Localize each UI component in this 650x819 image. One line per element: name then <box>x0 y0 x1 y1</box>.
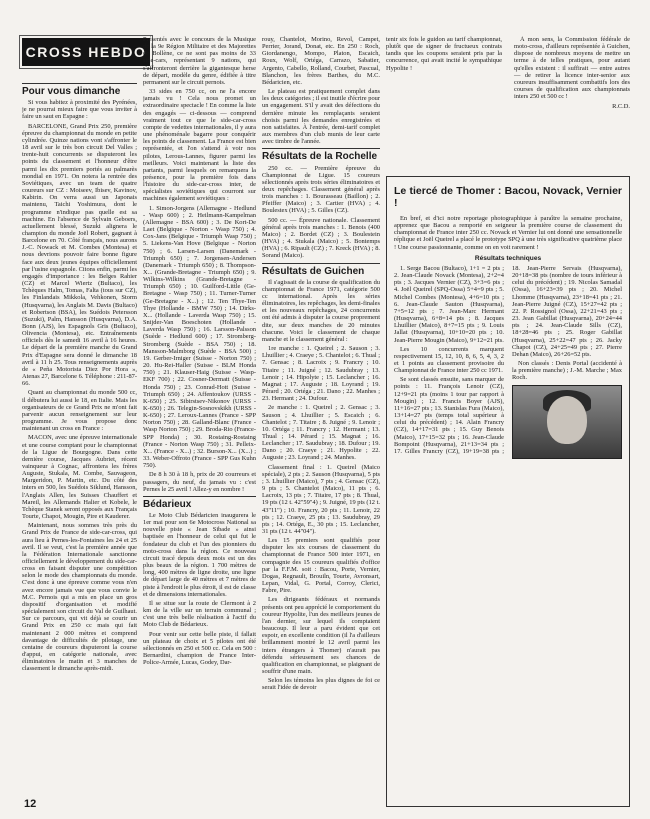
results-columns <box>394 265 622 755</box>
paragraph: BARCELONE, Grand Prix 250, première épreuve du championnat du monde en petite cylindrée. Quinze nations vont s'affronter le 18 avril sur le très bon circuit Del Valles ; trente-huit concurrents se disputeront les points du classement et l'honneur d'être parmi les dix premiers portés au palmarès mondial en 1971. On notera la rentrée des Soviétiques, avec un team de quatre coureurs sur CZ : Moiseev, Ibisev, Kavinov, Kabirin. On verra aussi un Japonais maintenu, Taichi Yoshimura, dont le programme n'indique pas quelle est sa machine. En l'absence de Sylvain Geboers, actuellement blessé, Suzuki alignera le champion du monde Joël Robert, gagnant à Barcelone en 70. Côté français, nous aurons J.-C. Nowack et M. Combes (Montesa) et nous devrions pouvoir faire bonne figure face aux deux jeunes équipes officiellement par l'usine espagnole. Citons enfin, parmi les engagés d'importance : les Belges Rahier (CZ) et Marcel Wiertz (Bultaco), les Tchèques Halm, Tomas, Falta (tous sur CZ), les Finlandais Mikkola, Vehkonen, Storm (Husqvarna), les Anglais M. Davis (Bultaco) et Robertson (BSA), les Suédois Petersson (Suzuki), Palm, Hansson (Husqvarna), D.A. Bonn (AJS), les Espagnols Gris (Bultaco), Olivencia (Montesa), etc. Entraînements officiels dès le samedi 16 avril à 16 heures. Le départ de la première manche du Grand Prix d'Espagne sera donné le dimanche 18 avril à 11 h 25. Tous renseignements auprès de « Peña Motorista Diez Por Hora », Atenas 27, Barcelone 6. Téléphone : 211-87-66. <box>22 122 137 388</box>
paragraph: 1. Simon-Jorgens (Allemagne - Hedlund - Wasp 600) ; 2. Heilmann-Kampelman (Allemagne - BSA 600) ; 3. De Kort-De Laet (Belgique - Norton - Wasp 750) ; 4. Cox-Jans (Belgique - Triumph Wasp 750) ; 5. Liekens-Van Hove (Belgique - Norton 750) ; 6. Larsen-Larsen (Danemark - Triumph 650) ; 7. Jorgensen-Andersen (Danemark - Triumph 650) ; 8. Thompson-X... (Grande-Bretagne - Triumph 650) ; 9. Wilkins-Wilkins (Grande-Bretagne - Triumph 650) ; 10. Guilford-Little (Ge-Bretagne - Wasp 750) ; 11. Turner-Turner (Ge-Bretagne - X...) ; 12. Ten Thye-Ten Thye (Hollande - BMW 750) ; 14. Dirks-X... (Hollande - Laverda Wasp 750) ; 15. Snijder-Van Boeschoten (Hollande - Laverda Wasp 750) ; 16. Larsson-Palsson (Suède - Hedlund 600) ; 17. Stromberg-Stromberg (Suède - BSA 750) ; 18. Mansson-Malmborg (Suède - BSA 500) ; 19. Gerber-Irniger (Suisse - Norton 750) ; 20. Hu-Rei-Haller (Suisse - BLM Honda 750) ; 21. Klauser-Haig (Suisse - Wasp-EKF 700) ; 22. Cosner-Dermatt (Suisse - Honda 750) ; 23. Conrad-Hott (Suisse - Triumph 650) ; 24. Affentoukov (URSS - K-650) ; 25. Sibirstsev-Nikonov (URSS - K-650) ; 26. Telegin-Sosnovskikh (URSS - K-650) ; 27. Leroux-Lannes (France - SPP Norton 750) ; 28. Galland-Blanc (France - Wasp Norton 750) ; 29. Broda-Rio (France-SPP Honda) ; 30. Rostaing-Rostaing (France - Norton Wasp 750) ; 31. Pelleix-X... (France - X...) ; 32. Burson-X... (X...) ; 33. Weber-Offroto (France - SPP Gus Kuhn 750). <box>143 204 256 470</box>
author-initials: R.C.D. <box>612 103 630 111</box>
column-4-left-continuation <box>386 36 502 74</box>
paragraph: Maintenant, nous sommes très près du Grand Prix de France de side-car-cross, qui aura lieu à Pernes-les-Fontaines les 24 et 25 avril. Il se veut, c'est la première année que la Fédération Internationale sanctionne officiellement le développement du side-car-cross en faisant disputer une compétition selon le mode des championnats du monde. C'est donc à une épreuve comme vous n'en avez encore jamais vue que vous convie le M.C. Pernois qui a mis en place un gros dispositif d'organisation et modifié spécialement son circuit du Val de Guilhaut. Sur ce parcours, qui vit déjà se courir un Grand Prix en 250 cc mais qui fait maintenant 2 000 mètres et comprend davantage de difficultés de pilotage, une centaine de coureurs disputeront la course d'appui, en catégorie nationale, avec éliminatoires le matin et 3 manches de classement le dimanche après-midi. <box>22 522 137 673</box>
article-title-bedarieux: Bédarieux <box>143 498 192 510</box>
paragraph: Selon les témoins les plus dignes de foi ce serait l'idée de devoir <box>262 677 380 692</box>
paragraph: 2e manche : 1. Queirel ; 2. Gensac ; 3. Sauson ; 4. Lhuillier ; 5. Escaich ; 6. Chantelot ; 7. Titaire ; 8. Juigné ; 9. Lenoir ; 10. Ortéga ; 11. Francry ; 12. Hermant ; 13. Thual ; 14. Pérard ; 15. Magnat ; 16. Leclancher ; 17. Saudubray ; 18. Dufour ; 19. Dano ; 20. Craeye ; 21. Hypolite ; 22. Auguste ; 23. Loyrand ; 24. Manhes. <box>262 404 380 462</box>
column-1 <box>22 80 137 792</box>
paragraph: 1re manche : 1. Queirel ; 2. Sauson ; 3. Lhuillier ; 4. Craeye ; 5. Chantelot ; 6. Thual ; 7. Gensac ; 8. Lacroix ; 9. Francry ; 10. Titaire ; 11. Juigné ; 12. Saudubray ; 13. Lenoir ; 14. Hipolyte ; 15. Leclancher ; 16. Magnat ; 17. Auguste ; 18. Loyrand ; 19. Pérard ; 20. Ortéga ; 21. Dano ; 22. Manhes ; 23. Hermant ; 24. Dufour. <box>262 345 380 403</box>
page-number: 12 <box>24 798 37 810</box>
paragraph: Se sont classés ensuite, sans marquer de points : 11. François Lenoir (CZ), 12+9=21 pts (moins 1 tour par rapport à Mougin) ; 12. Francis Boyer (AJS), 11+16=27 pts ; 13. Stanislas Fura (Maico), 13+14=27 pts (temps total supérieur à celui du précédent) ; 14. Alain Francry (CZ), 14+17=31 pts ; 15. Guy Benois (Maico), 17+15=32 pts ; 16. Jean-Claude Bompoint (Husqvarna), 21+13=34 pts ; 17. Gilles Francry (CZ), 19+19=38 pts ; 18. Jean-Pierre Servais (Husqvarna), 20+18=38 pts (nombre de tours inférieur à celui du précédent) ; 19. Nicolas Samadal (Ossa), 16+23=39 pts ; 20. Michel Lhomme (Husqvarna), 23+18=41 pts ; 21. Jean-Pierre Juigné (CZ), 15+27=42 pts ; 22. P. Rossignol (Ossa), 22+21=43 pts ; 23. Jean Gabillat (Husqvarna), 20+24=44 pts ; 24. Jean-Claude Sills (CZ), 18+28=46 pts ; 25. Roger Gabillat (Husqvarna), 25+22=47 pts ; 26. Jacky Chapot (CZ), 24+25=49 pts ; 27. Pierre Dehan (Maico), 26+26=52 pts. <box>394 264 622 455</box>
column-2 <box>143 36 256 796</box>
rider-photo <box>512 385 622 459</box>
paragraph: En bref, et d'ici notre reportage photographique à paraître la semaine prochaine, apprenez que Bacou a remporté en seigneur la première course de classement du championnat de France inter 250 cc. Novack et Vernier lui ont donné une sensationnelle réplique et Joël Queirel a placé le prototype SPQ à une très significative quatrième place ! Une course passionnante, comme on en voit rarement ! <box>394 215 622 251</box>
article-title-guichen: Résultats de Guichen <box>262 265 365 277</box>
paragraph: 33 sides en 750 cc, on ne l'a encore jamais vu ! Cela nous promet un extraordinaire spectacle ! En comme la liste des engagés — ci-dessous — comprend vraiment tout ce que le side-car-cross compte de vedettes internationales, il y aura une phénoménale bagarre pour conquérir les points de classement. La France est bien représentée, et l'on s'attend à voir nos pilotes, Lerous-Lannes, figurer parmi les meilleurs. Voici maintenant la liste des partants, parmi lesquels on remarquera la présence, pour la première fois dans l'histoire du side-car-cross inter, de spécialistes soviétiques qui courront sur machines également soviétiques : <box>143 88 256 203</box>
divider <box>262 263 380 264</box>
paragraph: De 8 h 30 à 18 h, prix de 20 courreurs et passagers, du neuf, du jamais vu : c'est Pernes le 25 avril ! Allez-y en nombre ! <box>143 471 256 493</box>
results-subtitle: Résultats techniques <box>474 254 542 262</box>
article-title-thomer: Le tiercé de Thomer : Bacou, Novack, Vernier ! <box>394 185 622 209</box>
paragraph: rouy, Chantelot, Morino, Revol, Campet, Perrier, Jorand, Donat, etc. En 250 : Roch, Giordanengo, Mompo, Platon, Escaich, Roux, Wolf, Ortéga, Carrazo, Sabatier, Argento, Cabello, Rolland, Courbet, Pascual, Blanchon, les frères Barthes, du M.C. Bédaricien, etc. <box>262 36 380 86</box>
paragraph: Le Moto Club Bédaricien inaugurera le 1er mai pour son 6e Motocross National sa nouvelle piste « Jean Sibade » ainsi baptisée en l'honneur de celui qui fut le fondateur du club et l'un des pionniers du moto-cross dans la région. Ce nouveau circuit tracé depuis deux mois est un des plus beaux de la région. 1 700 mètres de long, 400 mètres de ligne droite, une ligne de départ large de 40 mètres et 7 mètres de piste à l'endroit le plus étroit, il est de classe et de dimensions internationales. <box>143 512 256 598</box>
photo-face <box>547 396 587 444</box>
column-4-right-continuation <box>514 36 630 111</box>
column-3 <box>262 36 380 796</box>
paragraph: Il se situe sur la route de Clermont à 2 km de la ville sur un terrain communal ; c'est une très belle réalisation à l'actif du Moto Club de Bédarieux. <box>143 599 256 629</box>
paragraph: 1. Serge Bacou (Bultaco), 1+1 = 2 pts ; 2. Jean-Claude Novack (Montesa), 2+2=4 pts ; 3. Jacques Vernier (CZ), 3+3=6 pts ; 4. Joël Queirel (SPQ-Ossa) 5+4=9 pts ; 5. Michel Combes (Montesa), 4+6=10 pts ; 6. Jean-Claude Sauton (Husqvarna), 7+5=12 pts ; 7. Jean-Marc Hermant (Husqvarna), 6+8=14 pts ; 8. Jacques Lhuillier (Maico), 8+7=15 pts ; 9. Louis Jallat (Husqvarna), 10+10=20 pts ; 10. Jean-Pierre Mougin (Maico), 9+12=21 pts. <box>394 264 504 344</box>
article-title-rochelle: Résultats de la Rochelle <box>262 151 378 163</box>
paragraph: Classement final : 1. Queirel (Maico spéciale), 2 pts ; 2. Sauson (Husqvarna), 5 pts ; 3. Lhuillier (Maico), 7 pts ; 4. Gensac (CZ), 9 pts ; 5. Chantelot (Maico), 11 pts ; 6. Lacroix, 13 pts ; 7. Titaire, 17 pts ; 8. Thual, 19 pts (12 t. 42"59"4) ; 9. Juigné, 19 pts (12 t. 43"11") ; 10. Francry, 20 pts ; 11. Lenoir, 22 pts ; 12. Craeye, 25 pts ; 13. Saudubray, 29 pts ; 14. Ortéga, E., 30 pts ; 15. Leclancher, 31 pts (12 t. 44"04"). <box>262 463 380 535</box>
article-title-pour-vous-dimanche: Pour vous dimanche <box>22 86 121 97</box>
paragraph: Pour venir sur cette belle piste, il fallait un plateau de choix et 5 pilotes ont été sélectionnés en 250 et 500 cc. Cela en 500 : Bernardini, champion de France Inter-Police-Armée, Lucas, Godey, Dar- <box>143 630 256 667</box>
section-banner: CROSS HEBDO <box>22 38 150 66</box>
paragraph: tenir six fois le guidon au tarif championnat, plutôt que de signer de fructueux contrats tandis que les coupons seraient pris par la concurrence, qui avait incité le sympathique Hypolite ! <box>386 36 502 72</box>
paragraph: 250 cc. — Première épreuve du Championnat de Ligue. 15 coureurs sélectionnés après trois séries éliminatoires et deux repêchages. Classement général après trois manches : 1. Bourasseau (Baillon) ; 2. Pfeiffer (Maico) ; 3. Cartier (HVA) ; 4. Boulestex (HVA) ; 5. Gilles (CZ). <box>262 164 380 215</box>
paragraph: MACON, avec une épreuve internationale et une course comptant pour le championnat de la Ligue de Bourgogne. Dans cette dernière course, Jacques Aubriet, récent vainqueur à Cognac, affrontera les frères Auguste, Stukala, M. Combe, Sauvageon, Margeridon, P. Martin, etc. Du côté des inters en 500, les Suédois Siklund, Hansson, l'Anglais Allen, les Suisses Chauffert et Mareil, les Allemands Halier et Kobele, le Tchèque Stanek seront opposés aux Français Tourte, Chapot, Mougin, Pire et Kauderer. <box>22 434 137 521</box>
divider <box>262 148 380 149</box>
paragraph: Les 10 concurrents marquent respectivement 15, 12, 10, 8, 6, 5, 4, 3, 2 et 1 points au classement provisoire du Championnat de France inter 250 cc 1971. <box>394 345 504 375</box>
paragraph: Quant au championnat du monde 500 cc, il débutera lui aussi le 18, en Italie. Mais les organisateurs de ce Grand Prix ne m'ont fait parvenir aucun renseignement sur leur programme. Je vous propose donc maintenant un cross en France : <box>22 389 137 433</box>
paragraph: Les dirigeants fédéraux et normands présents ont peu apprécié le comportement du coureur Hypolite, l'un des meilleurs jeunes de l'an dernier, sur lequel ils comptaient beaucoup. Il leur a paru évident que cet espoir, en excellente condition (il l'a d'ailleurs brillamment montré le 12 avril parmi les inters étrangers à Thomer) n'aurait pas défendu sérieusement ses chances de qualification en championnat, se plaignant de souffrir d'une main. <box>262 596 380 675</box>
divider <box>143 496 256 497</box>
paragraph: Non classés : Denis Portal (accidenté à la première manche) ; J.-M. Marche ; Max Roch. <box>512 359 622 382</box>
paragraph: Si vous habitez à proximité des Pyrénées, je ne pourrai mieux faire que vous inviter à faire un saut en Espagne : <box>22 99 137 121</box>
paragraph: Le plateau est pratiquement complet dans les deux catégories ; il est inutile d'écrire pour un engagement. S'il y avait des défections du dernière minute les remplaçants seraient choisis parmi les demandes enregistrées et non satisfaites. À l'entrée, demi-tarif complet aux membres d'un club munis de leur carte avec timbre de l'année. <box>262 88 380 146</box>
boxed-article-thomer <box>386 176 630 807</box>
paragraph: Présentés avec le concours de la Musique de la 9e Région Militaire et des Majorettes de Bollène, ce ne sont pas moins de 33 side-cars, représentant 9 nations, qui s'affronteront derrière la gigantesque herse de départ, modèle du genre, édifiée à titre permanent sur le circuit pernois. <box>143 36 256 86</box>
paragraph: 500 cc. — Épreuve nationale. Classement général après trois manches : 1. Benois (400 Maico) ; 2. Bordet (CZ) ; 3. Boulestein (HVA) ; 4. Stukala (Maico) ; 5. Bontemps (HVA) ; 6. Ripault (CZ) ; 7. Kreck (HVA) ; 8. Sorand (Maico). <box>262 216 380 260</box>
paragraph: Les 15 premiers sont qualifiés pour disputer les six courses de classement du championnat de France 500 inter 1971, en compagnie des 15 coureurs qualifiés d'office par la F.F.M. soit : Bacou, Porte, Vernier, Dogas, Regnault, Brouiln, Tourte, Avronsart, Lepan, Vidal, G. Portal, Corroy, Clerici, Fabre, Pire. <box>262 537 380 595</box>
column-4-top <box>386 36 630 168</box>
paragraph: Il s'agissait de la course de qualification du championnat de France 1971, catégorie 500 cc international. Après les séries éliminatoires, les repêchages, les demi-finales et les nouveaux repêchages, 24 concurrents ont été admis à disputer la course proprement dite, sur deux manches de 20 minutes chacune. Voici le classement de chaque manche et le classement général : <box>262 278 380 343</box>
divider <box>22 83 137 84</box>
paragraph: À mon sens, la Commission fédérale de moto-cross, d'ailleurs représentée à Guichen, dispose de nombreux moyens de mettre un terme à de telles pratiques, pour autant qu'elles existent : il suffirait — entre autres — de retirer la licence inter-senior aux coureurs insuffisamment combattifs lors des courses de qualification aux championnats inters 250 et 500 cc ! <box>514 36 630 101</box>
